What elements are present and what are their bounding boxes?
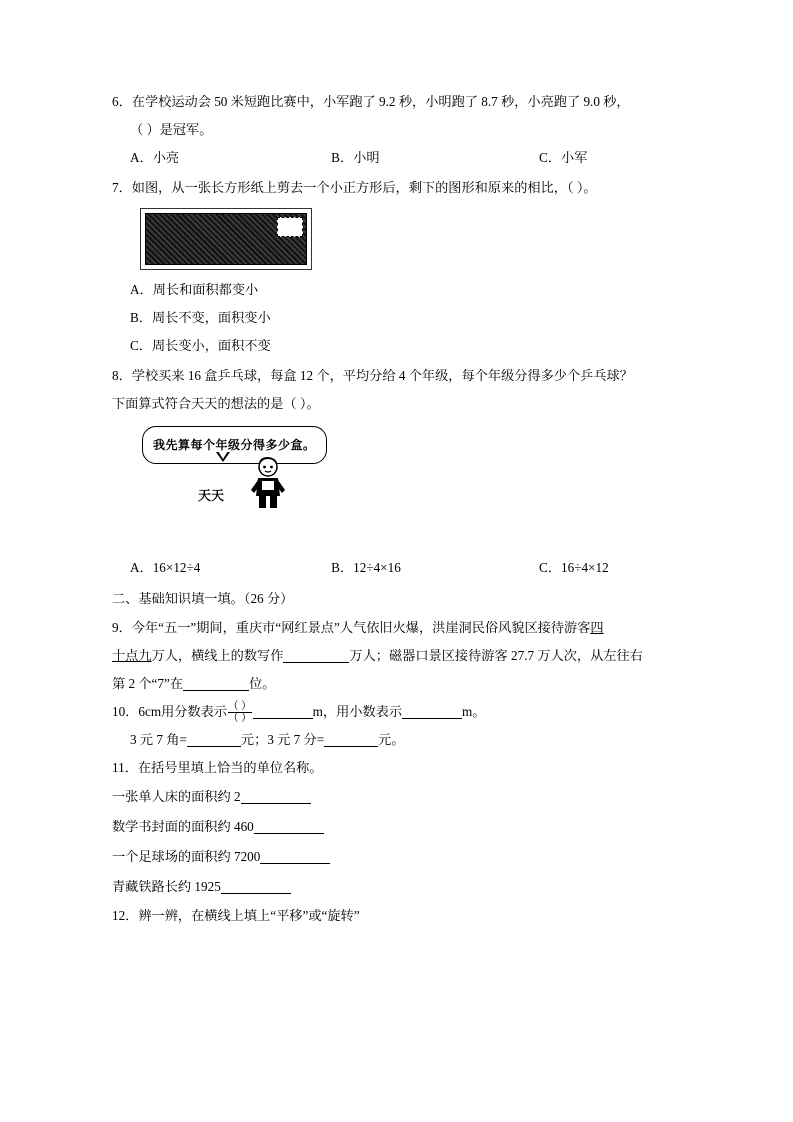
rectangle-figure bbox=[140, 208, 312, 270]
question-9 bbox=[112, 614, 682, 698]
fraction-denominator: （ ） bbox=[228, 713, 252, 725]
question-11-item-1-text: 一张单人床的面积约 2 bbox=[112, 789, 241, 804]
question-9-underline-a: 四 bbox=[590, 620, 604, 635]
bubble-text: 我先算每个年级分得多少盒。 bbox=[142, 426, 327, 464]
character-name: 天天 bbox=[198, 488, 225, 503]
question-9-text-c: 万人；磁器口景区接待游客 27.7 万人次，从左往右 bbox=[349, 648, 643, 663]
question-8-option-b[interactable]: B．12÷4×16 bbox=[331, 560, 401, 575]
question-10-line-2 bbox=[112, 726, 682, 754]
question-9-line-1 bbox=[112, 614, 682, 642]
thought-bubble-figure bbox=[142, 426, 382, 503]
question-6-line-2: （ ）是冠军。 bbox=[130, 122, 213, 137]
question-10-line-1 bbox=[112, 698, 682, 726]
question-10-text-c: m。 bbox=[462, 704, 486, 719]
question-8-line-1: 8．学校买来 16 盒乒乓球，每盒 12 个，平均分给 4 个年级，每个年级分得多少个乒乓球？ bbox=[112, 368, 633, 383]
cut-square-icon bbox=[277, 217, 303, 237]
question-9-text-a: 9．今年“五一”期间，重庆市“网红景点”人气依旧火爆，洪崖洞民俗风貌区接待游客 bbox=[112, 620, 591, 635]
question-10-text-f: 元。 bbox=[378, 732, 405, 747]
section-2-title: 二、基础知识填一填。（26 分） bbox=[112, 591, 294, 606]
question-11-title: 11．在括号里填上恰当的单位名称。 bbox=[112, 760, 323, 775]
question-7-option-a[interactable]: A．周长和面积都变小 bbox=[130, 282, 259, 297]
question-6-option-c[interactable]: C．小军 bbox=[539, 150, 588, 165]
student-character-icon bbox=[246, 454, 290, 510]
hatched-area-icon bbox=[145, 213, 307, 265]
question-7 bbox=[112, 174, 682, 360]
figure-spacer bbox=[112, 468, 682, 554]
question-6-option-b[interactable]: B．小明 bbox=[331, 150, 380, 165]
question-11-item-1 bbox=[112, 782, 682, 812]
question-6 bbox=[112, 88, 682, 172]
question-7-option-c[interactable]: C．周长变小，面积不变 bbox=[130, 338, 271, 353]
question-11-blank-2[interactable] bbox=[254, 818, 324, 834]
question-10-blank-1[interactable] bbox=[253, 703, 313, 719]
question-11-blank-3[interactable] bbox=[260, 848, 330, 864]
question-9-text-e: 位。 bbox=[249, 676, 276, 691]
page-content bbox=[112, 88, 682, 930]
question-10-blank-3[interactable] bbox=[187, 731, 241, 747]
question-9-underline-b: 十点九 bbox=[112, 648, 152, 663]
question-8-option-a[interactable]: A．16×12÷4 bbox=[130, 560, 201, 575]
question-8-options bbox=[112, 554, 682, 582]
question-7-line-1: 7．如图，从一张长方形纸上剪去一个小正方形后，剩下的图形和原来的相比，（ ）。 bbox=[112, 180, 597, 195]
question-11-item-3 bbox=[112, 842, 682, 872]
question-11-item-2 bbox=[112, 812, 682, 842]
question-10 bbox=[112, 698, 682, 754]
question-6-option-a[interactable]: A．小亮 bbox=[130, 150, 180, 165]
question-10-blank-2[interactable] bbox=[402, 703, 462, 719]
question-10-blank-4[interactable] bbox=[324, 731, 378, 747]
question-6-line-1: 6．在学校运动会 50 米短跑比赛中，小军跑了 9.2 秒，小明跑了 8.7 秒，小亮跑了 9.0 秒， bbox=[112, 94, 630, 109]
question-6-options bbox=[112, 144, 682, 172]
question-8-option-c[interactable]: C．16÷4×12 bbox=[539, 560, 609, 575]
question-10-text-b: m，用小数表示 bbox=[312, 704, 403, 719]
question-12-title: 12．辨一辨，在横线上填上“平移”或“旋转” bbox=[112, 908, 360, 923]
question-9-blank-1[interactable] bbox=[283, 647, 349, 663]
question-9-blank-2[interactable] bbox=[183, 675, 249, 691]
question-9-line-3 bbox=[112, 670, 682, 698]
question-9-line-2 bbox=[112, 642, 682, 670]
question-11-item-2-text: 数学书封面的面积约 460 bbox=[112, 819, 254, 834]
question-9-text-b: 万人，横线上的数写作 bbox=[151, 648, 284, 663]
question-10-text-e: 元；3 元 7 分= bbox=[240, 732, 325, 747]
bubble-tail-icon bbox=[216, 452, 230, 462]
question-10-text-a: 10．6cm用分数表示 bbox=[112, 704, 228, 719]
question-10-text-d: 3 元 7 角= bbox=[130, 732, 187, 747]
fraction-numerator: （ ） bbox=[228, 701, 252, 713]
question-11-item-4-text: 青藏铁路长约 1925 bbox=[112, 879, 221, 894]
question-11-blank-4[interactable] bbox=[221, 878, 291, 894]
question-8 bbox=[112, 362, 682, 582]
question-11-item-4 bbox=[112, 872, 682, 902]
question-8-line-2: 下面算式符合天天的想法的是（ ）。 bbox=[112, 396, 320, 411]
question-11 bbox=[112, 754, 682, 902]
question-12 bbox=[112, 902, 682, 930]
question-11-blank-1[interactable] bbox=[241, 788, 311, 804]
question-11-item-3-text: 一个足球场的面积约 7200 bbox=[112, 849, 261, 864]
question-9-text-d: 第 2 个“7”在 bbox=[112, 676, 184, 691]
fraction-placeholder bbox=[228, 701, 252, 724]
question-7-option-b[interactable]: B．周长不变，面积变小 bbox=[130, 310, 271, 325]
